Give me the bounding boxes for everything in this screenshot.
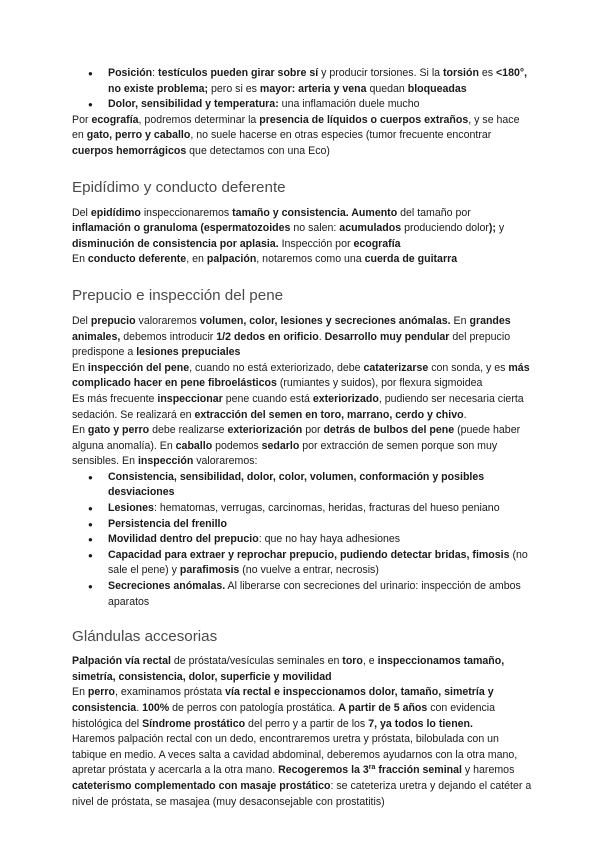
paragraph-conducto-deferente: En conducto deferente, en palpación, notaremos como una cuerda de guitarra (72, 253, 458, 266)
paragraph-ecografia: Por ecografía, podremos determinar la presencia de líquidos o cuerpos extraños, y se hace en gato, perro y caballo, no suele hacerse en otras especies (tumor frecuente encontrar cuerpos hemorrágicos que detectamos con una Eco) (72, 113, 520, 157)
document-page (72, 66, 532, 810)
paragraph-epididimo: Del epidídimo inspeccionaremos tamaño y consistencia. Aumento del tamaño por inflamación o granuloma (espermatozoides no salen: acumulados produciendo dolor); y disminución de consistencia por aplasia. Inspección por ecografía (72, 206, 505, 250)
inspection-list (72, 470, 532, 610)
list-item: ● Capacidad para extraer y reprochar prepucio, pudiendo detectar bridas, fimosis (no sale el pene) y parafimosis (no vuelve a entrar, necrosis) (108, 548, 532, 579)
top-bullet-list (72, 66, 532, 113)
list-item: ● Consistencia, sensibilidad, dolor, color, volumen, conformación y posibles desviaciones (108, 470, 532, 501)
paragraph-inspeccion-pene: En inspección del pene, cuando no está exteriorizado, debe cataterizarse con sonda, y es más complicado hacer en pene fibroelásticos (rumiantes y suidos), por flexura sigmoidea (72, 361, 530, 390)
list-item: ● Movilidad dentro del prepucio: que no hay haya adhesiones (108, 532, 532, 548)
paragraph-gato-perro: En gato y perro debe realizarse exteriorización por detrás de bulbos del pene (puede haber alguna anomalía). En caballo podemos sedarlo por extracción de semen porque son muy sensibles. En inspección valoraremos: (72, 424, 521, 468)
heading-prepucio: Prepucio e inspección del pene (72, 286, 284, 304)
list-item: ● Secreciones anómalas. Al liberarse con secreciones del urinario: inspección de ambos aparatos (108, 579, 532, 610)
paragraph-exteriorizado: Es más frecuente inspeccionar pene cuando está exteriorizado, pudiendo ser necesaria cierta sedación. Se realizará en extracción del semen en toro, marrano, cerdo y chivo. (72, 392, 524, 421)
paragraph-prepucio: Del prepucio valoraremos volumen, color, lesiones y secreciones anómalas. En grandes animales, debemos introducir 1/2 dedos en orificio. Desarrollo muy pendular del prepucio predispone a lesiones prepuciales (72, 314, 511, 359)
list-item: ● Lesiones: hematomas, verrugas, carcinomas, heridas, fracturas del hueso peniano (108, 501, 532, 517)
paragraph-palpacion-rectal: Haremos palpación rectal con un dedo, encontraremos uretra y próstata, bilobulada con un tabique en medio. A veces salta a cavidad abdominal, deberemos ayudarnos con la otra mano, apretar próstata y acercarla a la otra mano. Recogeremos la $3^{ra}$ fracción seminal y haremos cateterismo complementado con masaje prostático: se cateteriza uretra y dejando el catéter a nivel de próstata, se masajea (muy desaconsejable con prostatitis) (72, 733, 532, 808)
heading-glandulas: Glándulas accesorias (72, 628, 218, 646)
paragraph-perro-prostata: En perro, examinamos próstata vía rectal e inspeccionamos dolor, tamaño, simetría y consistencia. 100% de perros con patología prostática. A partir de 5 años con evidencia histológica del Síndrome prostático del perro y a partir de los 7, ya todos lo tienen. (72, 686, 496, 730)
list-item: ● Dolor, sensibilidad y temperatura: una inflamación duele mucho (108, 97, 532, 113)
heading-epididimo: Epidídimo y conducto deferente (72, 178, 286, 196)
paragraph-palpacion-toro: Palpación vía rectal de próstata/vesículas seminales en toro, e inspeccionamos tamaño, simetría, consistencia, dolor, superficie y movilidad (72, 655, 505, 683)
list-item: ● Posición: testículos pueden girar sobre sí y producir torsiones. Si la torsión es <180°, no existe problema; pero si es mayor: arteria y vena quedan bloqueadas (108, 66, 532, 97)
list-item: ● Persistencia del frenillo (108, 517, 532, 533)
